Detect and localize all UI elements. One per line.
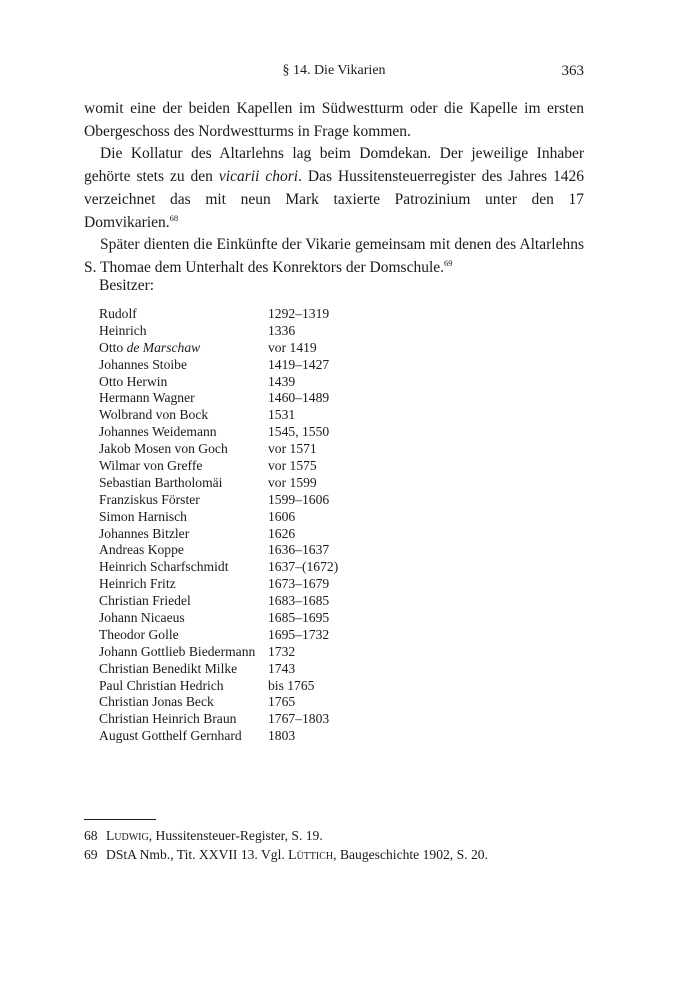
holder-name: Johannes Stoibe [99, 356, 187, 372]
paragraph-2-text-before: Die Kollatur des Altarlehns lag beim Domdekan. Der jeweilige Inhaber gehörte stets zu den [84, 145, 584, 186]
holder-row [99, 340, 429, 357]
holder-name: Andreas Koppe [99, 542, 184, 558]
running-title: § 14. Die Vikarien [282, 63, 386, 78]
holder-name-plain: Otto [99, 339, 127, 355]
holder-date: 1626 [268, 525, 296, 541]
paragraph-2-italic: vicarii chori [218, 168, 299, 186]
footnote-ref-68[interactable]: 68 [169, 212, 179, 223]
holder-row [99, 694, 429, 711]
holder-date: 1599–1606 [268, 491, 330, 507]
footnote-number: 69 [84, 847, 98, 862]
holder-name: Johann Gottlieb Biedermann [99, 643, 256, 659]
holder-row [99, 306, 429, 323]
holder-row [99, 610, 429, 627]
holder-row [99, 576, 429, 593]
holder-date: 1606 [268, 508, 296, 524]
holder-date: 1419–1427 [268, 356, 330, 372]
holder-date: 1765 [268, 694, 296, 710]
holders-heading: Besitzer: [99, 277, 155, 294]
paragraph-3 [84, 234, 584, 279]
holder-name: Christian Friedel [99, 593, 191, 609]
footnotes [84, 826, 584, 864]
footnote-rest: , Baugeschichte 1902, S. 20. [333, 847, 488, 862]
holder-row [99, 323, 429, 340]
holder-date: 1803 [268, 728, 296, 744]
holder-row [99, 542, 429, 559]
holder-name [99, 340, 268, 357]
footnote-prefix: DStA Nmb., Tit. XXVII 13. Vgl. [106, 847, 289, 862]
holder-name: Heinrich [99, 322, 147, 338]
footnote-number: 68 [84, 828, 98, 843]
holder-row [99, 475, 429, 492]
holder-date: 1743 [268, 660, 296, 676]
holder-date: vor 1599 [268, 474, 317, 490]
holders-list [99, 276, 429, 745]
holder-date: 1636–1637 [268, 542, 330, 558]
holder-date: 1531 [268, 407, 296, 423]
holder-name: Otto Herwin [99, 373, 168, 389]
holder-row [99, 357, 429, 374]
holder-name: Simon Harnisch [99, 508, 187, 524]
holder-name: Franziskus Förster [99, 491, 200, 507]
holder-row [99, 407, 429, 424]
holder-row [99, 728, 429, 745]
holder-rows [99, 306, 429, 745]
holder-date: 1732 [268, 643, 296, 659]
holder-name: Wilmar von Greffe [99, 458, 203, 474]
paragraph-2 [84, 143, 584, 234]
holder-date: vor 1419 [268, 339, 317, 355]
holder-row [99, 526, 429, 543]
holder-row [99, 661, 429, 678]
holder-row [99, 374, 429, 391]
holder-row [99, 492, 429, 509]
holder-name: Johannes Bitzler [99, 525, 190, 541]
footnote-author: Ludwig [106, 828, 149, 843]
holder-date: 1673–1679 [268, 576, 330, 592]
holder-date: 1439 [268, 373, 296, 389]
holder-name: Sebastian Bartholomäi [99, 474, 223, 490]
holder-date: 1767–1803 [268, 711, 330, 727]
holder-name: Heinrich Scharfschmidt [99, 559, 229, 575]
holder-name-italic: de Marschaw [126, 339, 201, 355]
footnote-69 [84, 845, 584, 864]
holder-name: Johannes Weidemann [99, 424, 217, 440]
holder-name: August Gotthelf Gernhard [99, 728, 242, 744]
holder-date: 1336 [268, 322, 296, 338]
holder-row [99, 711, 429, 728]
holder-name: Paul Christian Hedrich [99, 677, 224, 693]
holder-name: Theodor Golle [99, 626, 179, 642]
holder-date: 1292–1319 [268, 306, 330, 321]
footnote-rest: , Hussitensteuer-Register, S. 19. [148, 828, 323, 843]
footnote-divider [84, 819, 156, 820]
paragraph-1 [84, 98, 584, 143]
holder-row [99, 644, 429, 661]
paragraph-1-text: womit eine der beiden Kapellen im Südwestturm oder die Kapelle im ersten Obergeschoss des Nordwestturms in Frage kommen. [84, 100, 584, 140]
footnote-text [106, 845, 488, 864]
holder-row [99, 424, 429, 441]
holder-row [99, 593, 429, 610]
page-number: 363 [561, 63, 584, 79]
holder-name: Heinrich Fritz [99, 576, 176, 592]
holder-date: 1683–1685 [268, 593, 330, 609]
holder-name: Christian Benedikt Milke [99, 660, 238, 676]
holder-date: vor 1575 [268, 458, 317, 474]
paragraph-3-text: Später dienten die Einkünfte der Vikarie gemeinsam mit denen des Altarlehns S. Thomae dem Unterhalt des Konrektors der Domschule. [84, 236, 584, 276]
holder-date: 1685–1695 [268, 610, 330, 626]
holder-name: Hermann Wagner [99, 390, 195, 406]
holder-name: Christian Heinrich Braun [99, 711, 237, 727]
holder-date: vor 1571 [268, 441, 317, 457]
footnote-text [106, 826, 323, 845]
holder-date: 1695–1732 [268, 626, 330, 642]
holder-name: Christian Jonas Beck [99, 694, 214, 710]
holder-row [99, 441, 429, 458]
paragraph-2-text-after: . Das Hussitensteuerregister des Jahres 1426 verzeichnet das mit neun Mark taxierte Patrozinium unter den 17 Domvikarien. [84, 168, 584, 231]
holder-row [99, 458, 429, 475]
holder-name: Jakob Mosen von Goch [99, 441, 228, 457]
holder-row [99, 627, 429, 644]
body-text [84, 98, 584, 280]
holder-date: 1460–1489 [268, 390, 330, 406]
holder-row [99, 509, 429, 526]
footnote-68 [84, 826, 584, 845]
holder-row [99, 390, 429, 407]
holder-name: Johann Nicaeus [99, 610, 185, 626]
holder-date: 1637–(1672) [268, 559, 339, 575]
holder-row [99, 678, 429, 695]
holder-date: 1545, 1550 [268, 424, 330, 440]
holder-row [99, 559, 429, 576]
footnote-ref-69[interactable]: 69 [444, 257, 453, 268]
holder-name: Rudolf [99, 306, 137, 321]
holder-name: Wolbrand von Bock [99, 407, 209, 423]
holder-date: bis 1765 [268, 677, 315, 693]
footnote-author: Lüttich [288, 847, 334, 862]
